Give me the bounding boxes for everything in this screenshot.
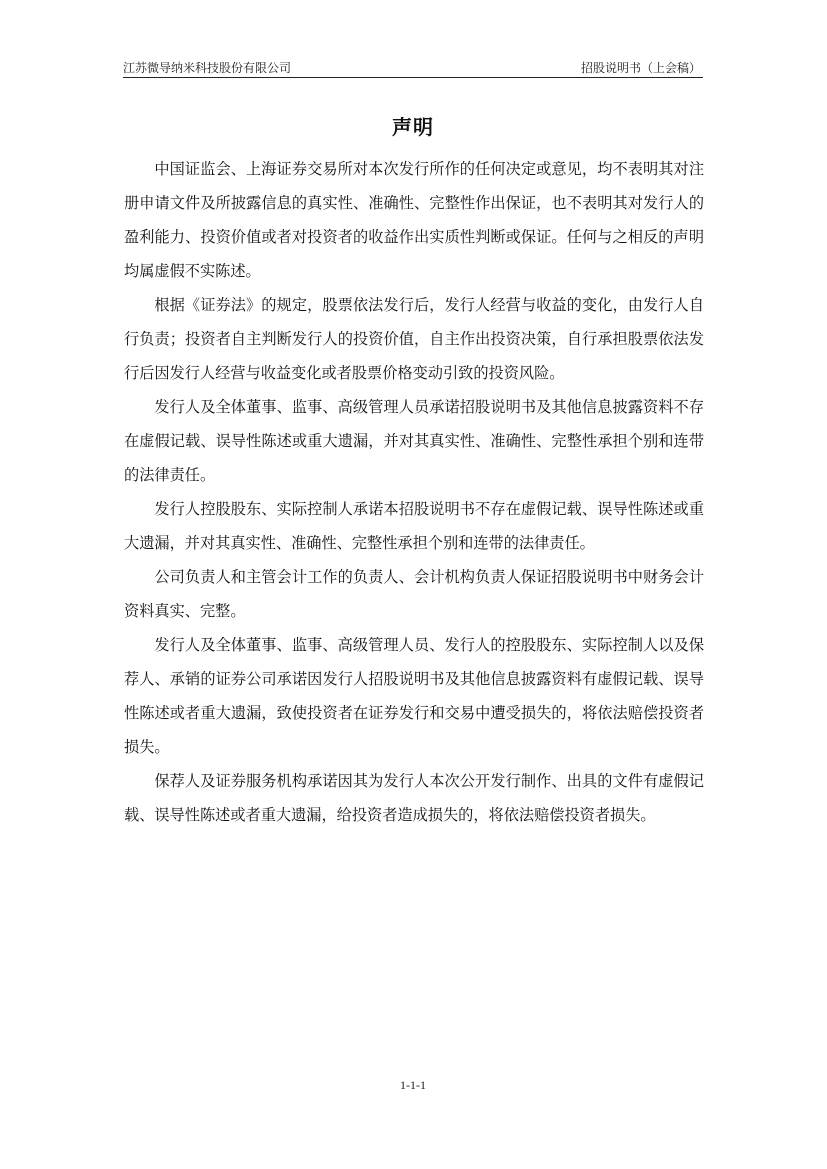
header-document-type: 招股说明书（上会稿） xyxy=(580,61,701,75)
paragraph-controller-commitment: 发行人控股股东、实际控制人承诺本招股说明书不存在虚假记载、误导性陈述或重大遗漏，并对其真实性、准确性、完整性承担个别和连带的法律责任。 xyxy=(124,500,704,552)
paragraph-directors-commitment: 发行人及全体董事、监事、高级管理人员承诺招股说明书及其他信息披露资料不存在虚假记载、误导性陈述或重大遗漏，并对其真实性、准确性、完整性承担个别和连带的法律责任。 xyxy=(124,398,704,484)
page-number: 1-1-1 xyxy=(400,1078,426,1092)
paragraph-sponsor-commitment: 保荐人及证券服务机构承诺因其为发行人本次公开发行制作、出具的文件有虚假记载、误导性陈述或者重大遗漏，给投资者造成损失的，将依法赔偿投资者损失。 xyxy=(124,772,704,824)
header-company-name: 江苏微导纳米科技股份有限公司 xyxy=(123,61,292,75)
paragraph-compensation-commitment: 发行人及全体董事、监事、高级管理人员、发行人的控股股东、实际控制人以及保荐人、承销的证券公司承诺因发行人招股说明书及其他信息披露资料有虚假记载、误导性陈述或者重大遗漏，致使投资者在证券发行和交易中遭受损失的，将依法赔偿投资者损失。 xyxy=(124,636,704,756)
paragraph-accounting-guarantee: 公司负责人和主管会计工作的负责人、会计机构负责人保证招股说明书中财务会计资料真实、完整。 xyxy=(124,568,704,620)
statement-body xyxy=(124,152,704,832)
page-title: 声明 xyxy=(392,115,434,139)
header-divider xyxy=(123,77,703,78)
paragraph-regulator-disclaimer: 中国证监会、上海证券交易所对本次发行所作的任何决定或意见，均不表明其对注册申请文件及所披露信息的真实性、准确性、完整性作出保证，也不表明其对发行人的盈利能力、投资价值或者对投资者的收益作出实质性判断或保证。任何与之相反的声明均属虚假不实陈述。 xyxy=(124,160,704,280)
page-header xyxy=(123,58,703,78)
paragraph-securities-law: 根据《证券法》的规定，股票依法发行后，发行人经营与收益的变化，由发行人自行负责；投资者自主判断发行人的投资价值，自主作出投资决策，自行承担股票依法发行后因发行人经营与收益变化或者股票价格变动引致的投资风险。 xyxy=(124,296,704,382)
